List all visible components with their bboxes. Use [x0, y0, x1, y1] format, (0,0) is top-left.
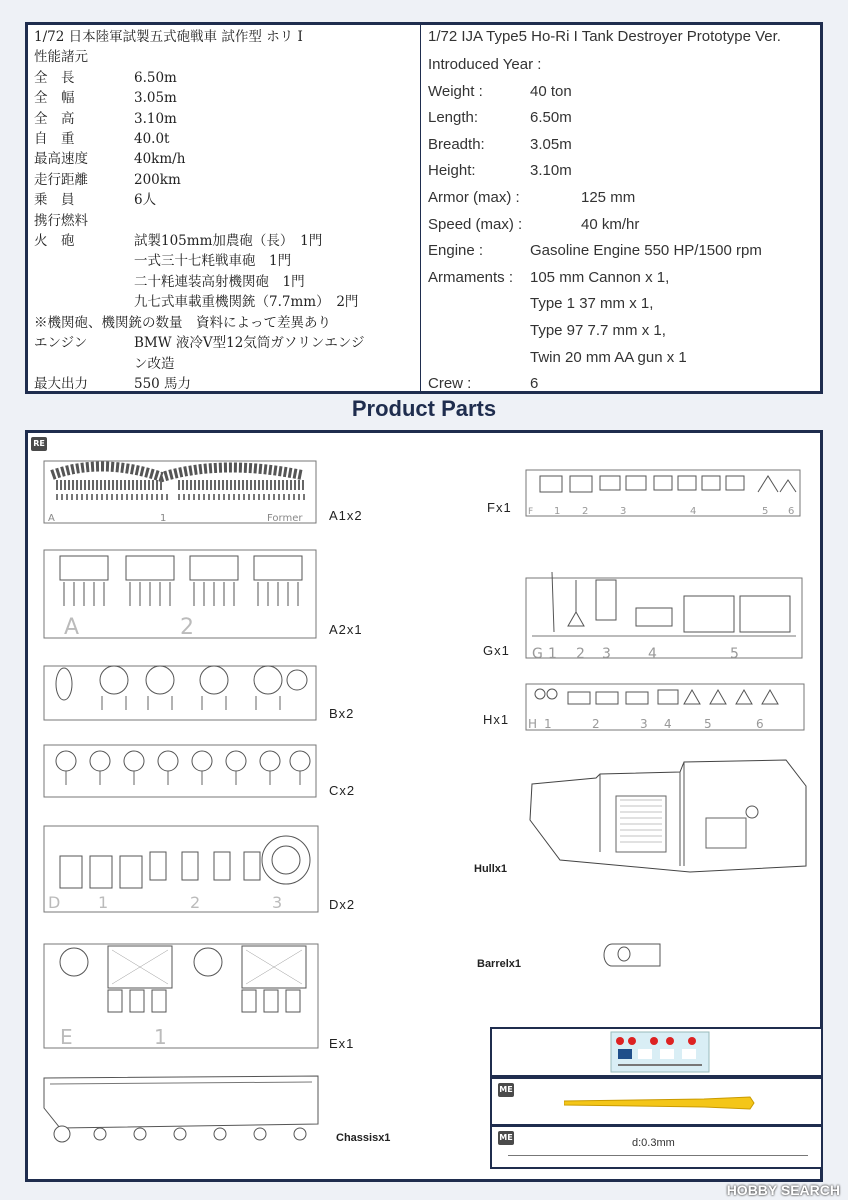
spec-en-row: Crew : 6 [428, 375, 539, 393]
chassis-label: Chassisx1 [336, 1132, 391, 1144]
spec-en-row: Type 97 7.7 mm x 1, [530, 321, 666, 339]
sprue-f-drawing [524, 466, 802, 518]
hull-drawing [520, 756, 810, 876]
sprue-a2-letter: A [64, 615, 80, 640]
metal-wire-box [490, 1125, 823, 1169]
spec-jp-row: 最高速度 40km/h [34, 151, 186, 168]
re-tag: RE [31, 437, 47, 451]
sprue-e-number: 1 [154, 1025, 167, 1049]
metal-barrel-drawing [564, 1093, 756, 1113]
spec-en-row: Height: 3.10m [428, 162, 572, 180]
barrel-label: Barrelx1 [477, 958, 522, 970]
spec-jp-section: 性能諸元 [34, 49, 88, 66]
sprue-h-drawing [524, 680, 806, 732]
spec-en-row: Twin 20 mm AA gun x 1 [530, 348, 687, 366]
spec-en-row: Length: 6.50m [428, 109, 572, 127]
sprue-g-letter: G [532, 646, 543, 662]
sprue-g-num-1: 1 [548, 646, 557, 662]
me-tag-1: ME [498, 1083, 514, 1097]
sprue-g-num-5: 5 [730, 646, 739, 662]
sprue-g-label: Gx1 [483, 643, 510, 658]
decal-sheet-drawing [610, 1031, 710, 1073]
spec-jp-title: 1/72 日本陸軍試製五式砲戦車 試作型 ホリ I [34, 29, 303, 45]
hull-label: Hullx1 [474, 863, 508, 875]
sprue-e-label: Ex1 [329, 1036, 355, 1051]
sprue-h-num-1: 1 [544, 717, 552, 731]
sprue-d-num-1: 1 [98, 893, 109, 912]
metal-barrel-box [490, 1077, 823, 1126]
spec-jp-power: 最大出力 550 馬力 [34, 375, 192, 392]
sprue-a1-label: A1x2 [329, 508, 363, 523]
sprue-g-num-2: 2 [576, 646, 585, 662]
spec-en-row: Weight : 40 ton [428, 82, 572, 100]
spec-jp-row: 二十粍連装高射機関砲 1門 [134, 273, 305, 290]
spec-jp-row: 自 重 40.0t [34, 131, 170, 148]
sprue-d-letter: D [48, 893, 61, 912]
sprue-e-drawing [42, 940, 320, 1052]
product-parts-heading: Product Parts [351, 396, 497, 421]
spec-jp-row: 全 幅 3.05m [34, 90, 177, 107]
spec-en-row: Breadth: 3.05m [428, 135, 572, 153]
sprue-f-num-3: 3 [620, 506, 627, 517]
sprue-d-drawing [42, 822, 320, 914]
spec-jp-row: 乗 員 6人 [34, 192, 157, 209]
spec-panel [25, 22, 823, 394]
sprue-c-label: Cx2 [329, 783, 356, 798]
sprue-g-num-4: 4 [648, 646, 657, 662]
spec-jp-note: ※機関砲、機関銃の数量 資料によって差異あり [34, 314, 331, 331]
spec-jp-row: 火 砲 試製105mm加農砲（長） 1門 [34, 233, 323, 250]
sprue-a2-drawing [42, 546, 320, 642]
sprue-d-num-2: 2 [190, 893, 201, 912]
spec-jp-row: 全 長 6.50m [34, 69, 177, 86]
spec-jp-engine: エンジン BMW 液冷V型12気筒ガソリンエンジ [34, 335, 365, 352]
spec-jp-row: 走行距離 200km [34, 171, 181, 188]
sprue-d-num-3: 3 [272, 893, 283, 912]
sprue-f-num-1: 1 [554, 506, 561, 517]
spec-en-row: Speed (max) : 40 km/hr [428, 215, 640, 233]
spec-en-title: 1/72 IJA Type5 Ho-Ri I Tank Destroyer Prototype Ver. [428, 28, 781, 45]
sprue-a2-label: A2x1 [329, 622, 363, 637]
sprue-a1-drawing [42, 455, 320, 525]
sprue-f-letter: F [528, 507, 534, 517]
sprue-g-drawing [524, 572, 804, 662]
spec-divider [420, 25, 421, 391]
sprue-a1-letter: A [48, 513, 55, 524]
hobby-search-watermark: HOBBY SEARCH [726, 1182, 840, 1198]
spec-en [428, 26, 820, 398]
spec-en-introduced: Introduced Year : [428, 56, 542, 73]
sprue-b-label: Bx2 [329, 706, 355, 721]
sprue-h-num-2: 2 [592, 717, 600, 731]
spec-jp-row: 携行燃料 [34, 212, 88, 229]
sprue-f-num-5: 5 [762, 506, 769, 517]
sprue-h-num-3: 3 [640, 717, 648, 731]
sprue-a2-number: 2 [180, 615, 194, 640]
sprue-a1-number: 1 [160, 513, 167, 524]
spec-jp-engine-cont: ン改造 [134, 355, 175, 372]
sprue-h-num-5: 5 [704, 717, 712, 731]
spec-en-row: Type 1 37 mm x 1, [530, 295, 654, 313]
sprue-f-num-2: 2 [582, 506, 589, 517]
sprue-h-num-4: 4 [664, 717, 672, 731]
spec-en-row: Armor (max) : 125 mm [428, 188, 636, 206]
spec-jp [34, 27, 416, 394]
sprue-e-letter: E [60, 1025, 73, 1049]
sprue-h-letter: H [528, 717, 538, 731]
spec-jp-row: 一式三十七粍戦車砲 1門 [134, 253, 292, 270]
sprue-h-num-6: 6 [756, 717, 764, 731]
sprue-g-num-3: 3 [602, 646, 611, 662]
spec-jp-row: 全 高 3.10m [34, 110, 177, 127]
spec-en-row: Engine : Gasoline Engine 550 HP/1500 rpm [428, 242, 762, 260]
spec-en-row: Armaments : 105 mm Cannon x 1, [428, 268, 670, 286]
spec-jp-row: 九七式車載重機関銃（7.7mm） 2門 [134, 294, 359, 311]
sprue-a1-former: Former [267, 513, 303, 524]
sprue-f-num-4: 4 [690, 506, 697, 517]
sprue-h-label: Hx1 [483, 712, 510, 727]
wire-diameter-text: d:0.3mm [632, 1137, 675, 1149]
sprue-b-drawing [42, 662, 320, 722]
sprue-f-num-6: 6 [788, 506, 795, 517]
metal-wire-line [508, 1155, 808, 1156]
sprue-f-label: Fx1 [487, 500, 512, 515]
barrel-drawing [602, 938, 666, 972]
decal-sheet-box [490, 1027, 823, 1077]
chassis-drawing [40, 1068, 324, 1148]
sprue-d-label: Dx2 [329, 897, 356, 912]
me-tag-2: ME [498, 1131, 514, 1145]
sprue-c-drawing [42, 741, 320, 799]
